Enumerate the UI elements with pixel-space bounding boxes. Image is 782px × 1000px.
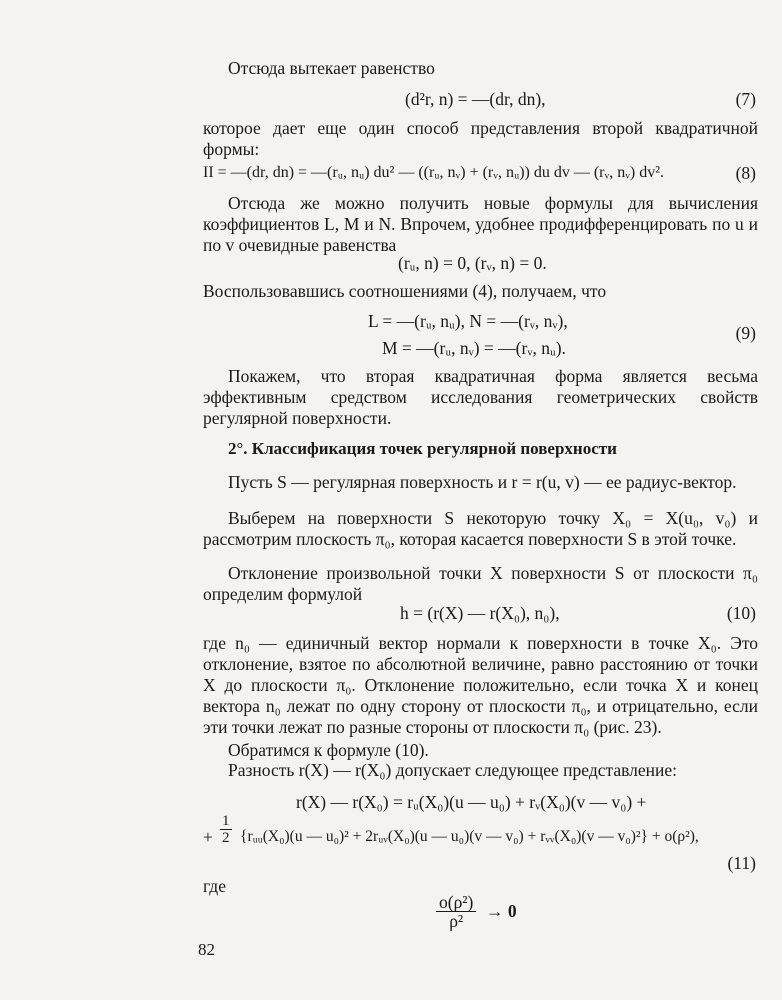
paragraph: Покажем, что вторая квадратичная форма является весьма эффективным средством исследования геометрических свойств регулярной поверхности.	[203, 366, 758, 428]
fraction-denominator: 2	[222, 830, 230, 846]
fraction-denominator: ρ²	[449, 911, 464, 931]
equation-orthogonality: (rᵤ, n) = 0, (rᵥ, n) = 0.	[398, 253, 547, 273]
paragraph: где n₀ — единичный вектор нормали к поверхности в точке X₀. Это отклонение, взятое по абсолютной величине, равно расстоянию от точки X до плоскости π₀. Отклонение положительно, если точка X и конец вектора n₀ лежат по одну сторону от плоскости π₀, и отрицательно, если эти точки лежат по разные стороны от плоскости π₀ (рис. 23).	[203, 633, 758, 737]
limit-fraction	[436, 893, 476, 930]
equation-number-7: (7)	[735, 89, 756, 109]
equation-11-line-1: r(X) — r(X₀) = rᵤ(X₀)(u — u₀) + rᵥ(X₀)(v — v₀) +	[296, 792, 647, 812]
equation-9-line-2: M = —(rᵤ, nᵥ) = —(rᵥ, nᵤ).	[382, 338, 566, 358]
paragraph: Отсюда же можно получить новые формулы для вычисления коэффициентов L, M и N. Впрочем, удобнее продифференцировать по u и по v очевидные равенства	[203, 193, 758, 255]
page-number: 82	[198, 940, 215, 959]
equation-8: II = —(dr, dn) = —(rᵤ, nᵤ) du² — ((rᵤ, nᵥ) + (rᵥ, nᵤ)) du dv — (rᵥ, nᵥ) dv².	[203, 164, 665, 181]
paragraph: Пусть S — регулярная поверхность и r = r(u, v) — ее радиус-вектор.	[228, 472, 737, 492]
equation-9-line-1: L = —(rᵤ, nᵤ), N = —(rᵥ, nᵥ),	[368, 311, 568, 331]
equation-number-8: (8)	[735, 163, 756, 183]
section-heading: 2°. Классификация точек регулярной поверхности	[228, 439, 617, 458]
equation-number-11: (11)	[727, 853, 756, 873]
fraction-numerator: o(ρ²)	[436, 893, 476, 912]
paragraph: Обратимся к формуле (10).	[228, 740, 429, 760]
equation-10: h = (r(X) — r(X₀), n₀),	[400, 603, 560, 623]
paragraph: Выберем на поверхности S некоторую точку X₀ = X(u₀, v₀) и рассмотрим плоскость π₀, которая касается поверхности S в этой точке.	[203, 508, 758, 549]
equation-number-10: (10)	[726, 603, 756, 623]
fraction-one-half	[220, 813, 232, 846]
limit-arrow: → 0	[486, 901, 517, 921]
equation-11-line-2: {rᵤᵤ(X₀)(u — u₀)² + 2rᵤᵥ(X₀)(u — u₀)(v — v₀) + rᵥᵥ(X₀)(v — v₀)²} + o(ρ²),	[240, 828, 699, 845]
paragraph: где	[203, 876, 226, 896]
paragraph: Воспользовавшись соотношениями (4), получаем, что	[203, 281, 607, 301]
paragraph: Разность r(X) — r(X₀) допускает следующее представление:	[228, 760, 678, 780]
paragraph: Отсюда вытекает равенство	[228, 58, 435, 78]
equation-11-plus: +	[203, 827, 213, 847]
equation-number-9: (9)	[735, 323, 756, 343]
fraction-numerator: 1	[222, 813, 230, 829]
paragraph: которое дает еще один способ представления второй квадратичной формы:	[203, 118, 758, 159]
paragraph: Отклонение произвольной точки X поверхности S от плоскости π₀ определим формулой	[203, 563, 758, 604]
equation-7: (d²r, n) = —(dr, dn),	[405, 89, 546, 109]
